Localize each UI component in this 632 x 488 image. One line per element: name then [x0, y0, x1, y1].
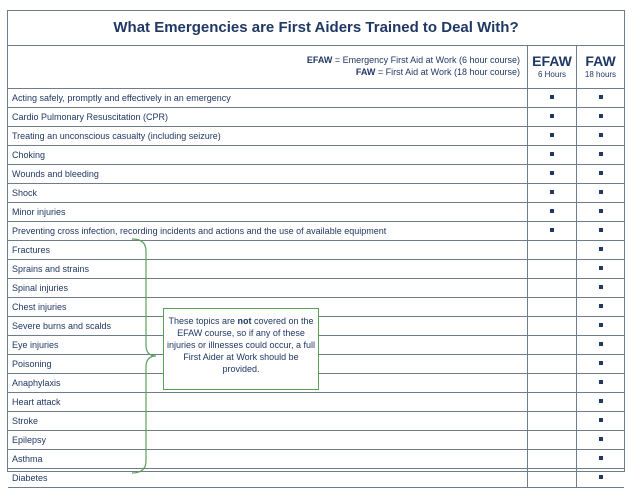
note-emphasis: not: [237, 316, 252, 326]
efaw-cell: [527, 203, 576, 221]
efaw-cell: [527, 127, 576, 145]
row-label: Fractures: [12, 245, 51, 255]
efaw-check-mark: [550, 228, 554, 232]
table-row: [8, 450, 624, 469]
column-faw-hours: 18 hours: [584, 70, 617, 79]
efaw-check-mark: [550, 95, 554, 99]
faw-check-mark: [599, 266, 603, 270]
efaw-cell: [527, 431, 576, 449]
efaw-cell: [527, 393, 576, 411]
row-label: Wounds and bleeding: [12, 169, 99, 179]
faw-cell: [576, 241, 624, 259]
efaw-cell: [527, 222, 576, 240]
faw-check-mark: [599, 114, 603, 118]
efaw-check-mark: [550, 171, 554, 175]
table-row: [8, 431, 624, 450]
faw-cell: [576, 184, 624, 202]
efaw-cell: [527, 355, 576, 373]
faw-cell: [576, 393, 624, 411]
legend: [8, 45, 527, 89]
row-label: Diabetes: [12, 473, 48, 483]
faw-cell: [576, 412, 624, 430]
faw-check-mark: [599, 418, 603, 422]
legend-efaw-abbr: EFAW: [306, 55, 333, 65]
faw-check-mark: [599, 342, 603, 346]
row-label: Acting safely, promptly and effectively in an emergency: [12, 93, 231, 103]
faw-cell: [576, 165, 624, 183]
table-row: [8, 89, 624, 108]
efaw-check-mark: [550, 152, 554, 156]
efaw-cell: [527, 146, 576, 164]
row-label: Treating an unconscious casualty (including seizure): [12, 131, 221, 141]
faw-cell: [576, 260, 624, 278]
efaw-cell: [527, 412, 576, 430]
table-frame: [7, 10, 625, 483]
efaw-check-mark: [550, 190, 554, 194]
efaw-cell: [527, 89, 576, 107]
efaw-cell: [527, 108, 576, 126]
table-row: [8, 469, 624, 488]
table-row: [8, 260, 624, 279]
faw-cell: [576, 450, 624, 468]
row-label: Spinal injuries: [12, 283, 69, 293]
efaw-cell: [527, 450, 576, 468]
row-label: Sprains and strains: [12, 264, 90, 274]
faw-check-mark: [599, 247, 603, 251]
faw-check-mark: [599, 399, 603, 403]
efaw-cell: [527, 469, 576, 487]
page-title: What Emergencies are First Aiders Trained to Deal With?: [8, 11, 624, 46]
faw-cell: [576, 355, 624, 373]
faw-check-mark: [599, 228, 603, 232]
legend-faw-definition: = First Aid at Work (18 hour course): [375, 67, 520, 77]
efaw-not-covered-note: [163, 308, 319, 390]
table-row: [8, 203, 624, 222]
efaw-check-mark: [550, 133, 554, 137]
faw-cell: [576, 203, 624, 221]
table-row: [8, 146, 624, 165]
faw-check-mark: [599, 190, 603, 194]
table-row: [8, 393, 624, 412]
efaw-cell: [527, 298, 576, 316]
faw-check-mark: [599, 304, 603, 308]
brace-bracket: [128, 237, 158, 475]
row-label: Preventing cross infection, recording incidents and actions and the use of available equipment: [12, 226, 387, 236]
row-label: Cardio Pulmonary Resuscitation (CPR): [12, 112, 169, 122]
row-label: Heart attack: [12, 397, 61, 407]
faw-cell: [576, 279, 624, 297]
faw-cell: [576, 374, 624, 392]
faw-cell: [576, 222, 624, 240]
faw-check-mark: [599, 285, 603, 289]
row-label: Severe burns and scalds: [12, 321, 112, 331]
column-header-efaw: [527, 45, 576, 89]
faw-check-mark: [599, 209, 603, 213]
row-label: Choking: [12, 150, 46, 160]
faw-check-mark: [599, 437, 603, 441]
efaw-check-mark: [550, 209, 554, 213]
efaw-cell: [527, 241, 576, 259]
column-efaw-name: EFAW: [532, 53, 572, 69]
column-faw-name: FAW: [585, 53, 616, 69]
legend-faw-abbr: FAW: [355, 67, 376, 77]
faw-cell: [576, 89, 624, 107]
faw-check-mark: [599, 380, 603, 384]
row-label: Asthma: [12, 454, 43, 464]
column-header-faw: [576, 45, 624, 89]
legend-efaw-definition: = Emergency First Aid at Work (6 hour course): [332, 55, 520, 65]
table-row: [8, 222, 624, 241]
row-label: Anaphylaxis: [12, 378, 61, 388]
row-label: Poisoning: [12, 359, 52, 369]
table-row: [8, 184, 624, 203]
table-row: [8, 165, 624, 184]
row-label: Stroke: [12, 416, 39, 426]
faw-check-mark: [599, 171, 603, 175]
faw-check-mark: [599, 152, 603, 156]
note-text-start: These topics are: [168, 316, 238, 326]
faw-check-mark: [599, 95, 603, 99]
row-label: Minor injuries: [12, 207, 66, 217]
legend-faw-line: [8, 66, 520, 78]
faw-cell: [576, 146, 624, 164]
row-label: Shock: [12, 188, 38, 198]
note-text-end: covered on the EFAW course, so if any of these injuries or illnesses could occur, a full First Aider at Work should be provided.: [166, 316, 316, 374]
faw-cell: [576, 431, 624, 449]
faw-cell: [576, 317, 624, 335]
faw-cell: [576, 298, 624, 316]
table-row: [8, 279, 624, 298]
faw-check-mark: [599, 456, 603, 460]
efaw-cell: [527, 165, 576, 183]
row-label: Eye injuries: [12, 340, 59, 350]
efaw-check-mark: [550, 114, 554, 118]
efaw-cell: [527, 317, 576, 335]
column-efaw-hours: 6 Hours: [537, 70, 566, 79]
efaw-cell: [527, 374, 576, 392]
row-label: Chest injuries: [12, 302, 67, 312]
table-row: [8, 412, 624, 431]
faw-cell: [576, 336, 624, 354]
efaw-cell: [527, 279, 576, 297]
faw-check-mark: [599, 323, 603, 327]
efaw-cell: [527, 260, 576, 278]
faw-check-mark: [599, 361, 603, 365]
faw-check-mark: [599, 475, 603, 479]
table-row: [8, 241, 624, 260]
faw-cell: [576, 108, 624, 126]
faw-cell: [576, 127, 624, 145]
legend-efaw-line: [8, 54, 520, 66]
faw-check-mark: [599, 133, 603, 137]
faw-cell: [576, 469, 624, 487]
table-row: [8, 127, 624, 146]
row-label: Epilepsy: [12, 435, 47, 445]
efaw-cell: [527, 336, 576, 354]
efaw-cell: [527, 184, 576, 202]
table-row: [8, 108, 624, 127]
